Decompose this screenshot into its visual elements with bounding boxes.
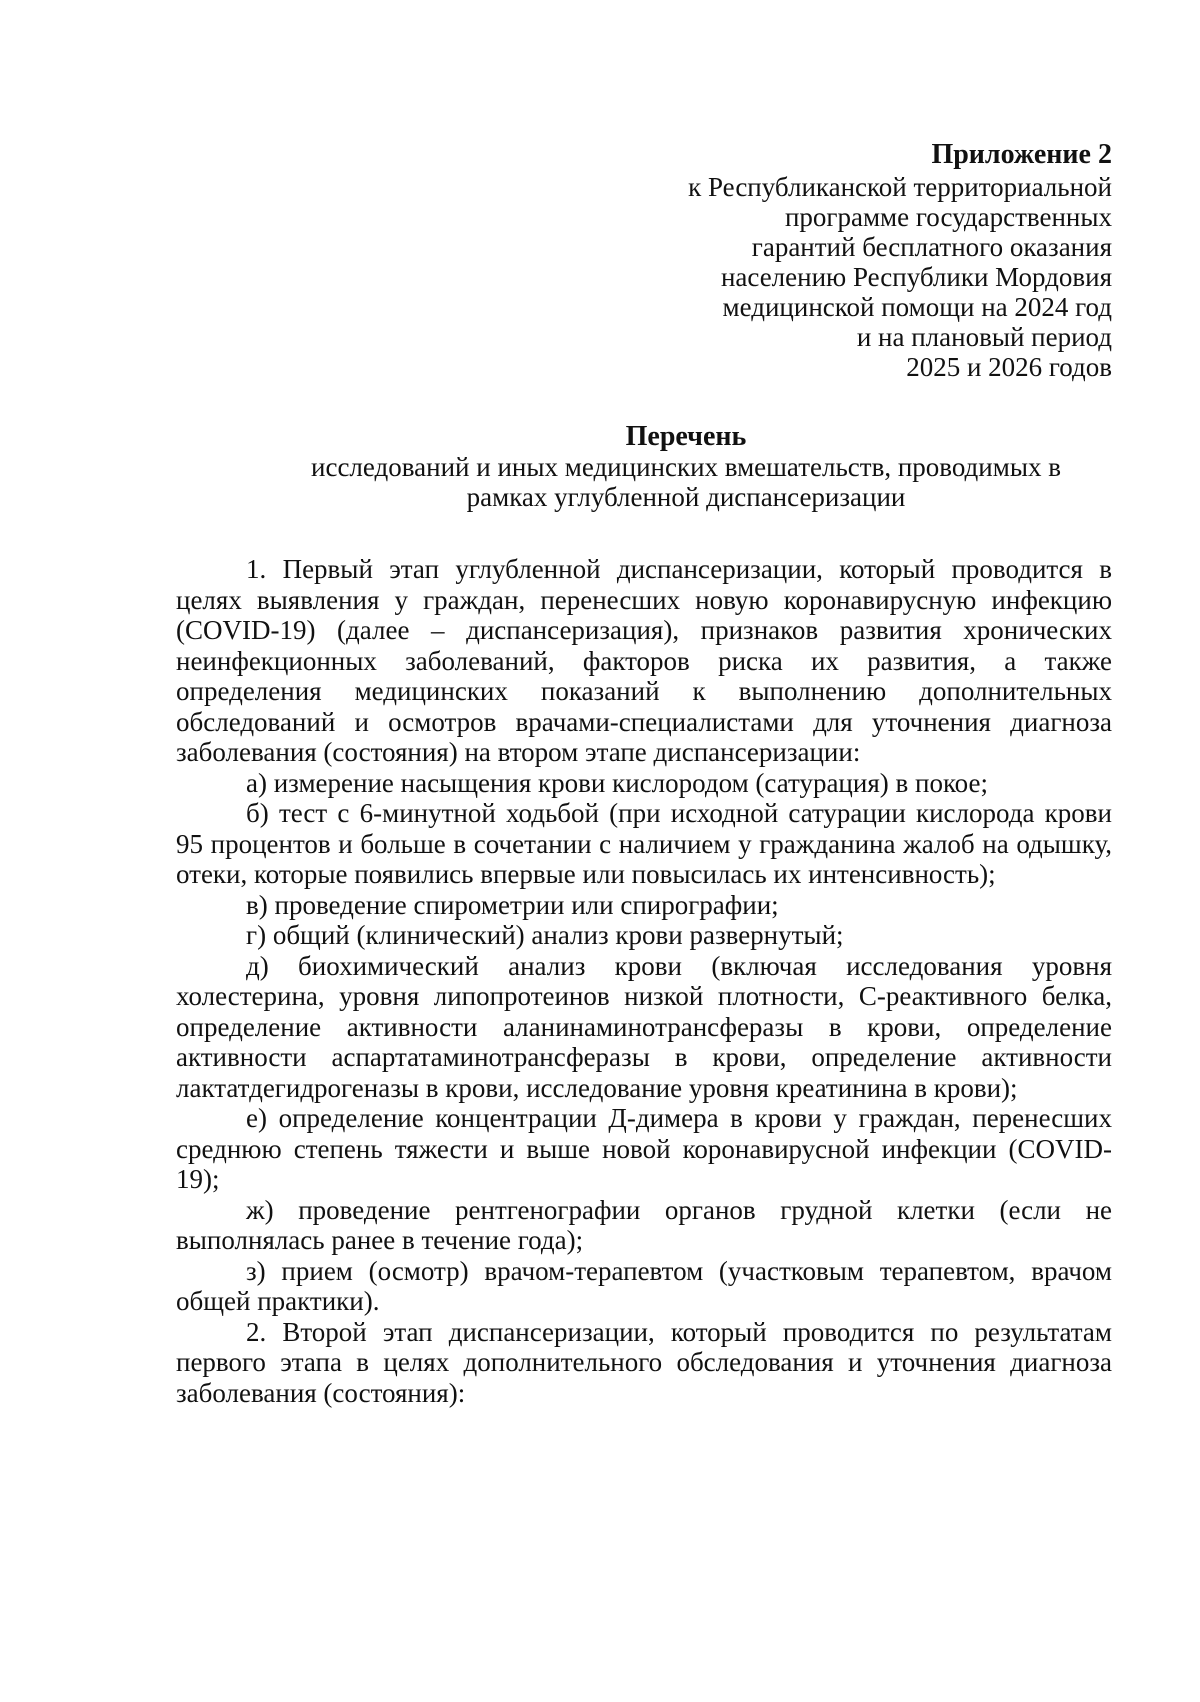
- list-heading: Перечень: [625, 421, 747, 452]
- annex-line: программе государственных: [784, 202, 1112, 232]
- paragraph-item: б) тест с 6-минутной ходьбой (при исходной сатурации кислорода крови 95 процентов и больше в сочетании с наличием у гражданина жалоб на одышку, отеки, которые появились впервые или повысилась их интенсивность);: [176, 798, 1112, 889]
- annex-line: к Республиканской территориальной: [688, 172, 1112, 202]
- paragraph-item: в) проведение спирометрии или спирографии;: [246, 889, 779, 920]
- annex-line: гарантий бесплатного оказания: [751, 232, 1112, 262]
- annex-line: 2025 и 2026 годов: [906, 352, 1112, 382]
- paragraph-item: е) определение концентрации Д-димера в крови у граждан, перенесших среднюю степень тяжести и выше новой коронавирусной инфекции (COVID-19);: [176, 1103, 1112, 1194]
- list-title-block: [176, 422, 1112, 512]
- document-body: [176, 554, 1112, 1408]
- annex-line: населению Республики Мордовия: [720, 262, 1112, 292]
- paragraph-item: 1. Первый этап углубленной диспансеризации, который проводится в целях выявления у граждан, перенесших новую коронавирусную инфекцию (COVID-19) (далее – диспансеризация), признаков развития хронических неинфекционных заболеваний, факторов риска их развития, а также определения медицинских показаний к выполнению дополнительных обследований и осмотров врачами-специалистами для уточнения диагноза заболевания (состояния) на втором этапе диспансеризации:: [176, 554, 1112, 767]
- annex-line: медицинской помощи на 2024 год: [722, 292, 1112, 322]
- list-subheading-line: рамках углубленной диспансеризации: [466, 482, 906, 512]
- paragraph-item: з) прием (осмотр) врачом-терапевтом (участковым терапевтом, врачом общей практики).: [176, 1255, 1112, 1316]
- annex-title: Приложение 2: [931, 139, 1112, 170]
- paragraph-item: 2. Второй этап диспансеризации, который проводится по результатам первого этапа в целях дополнительного обследования и уточнения диагноза заболевания (состояния):: [176, 1316, 1112, 1408]
- document-page: [176, 140, 1112, 1408]
- paragraph-item: г) общий (клинический) анализ крови развернутый;: [246, 920, 844, 950]
- annex-block: [176, 140, 1112, 382]
- annex-line: и на плановый период: [856, 322, 1112, 352]
- paragraph-item: д) биохимический анализ крови (включая исследования уровня холестерина, уровня липопротеинов низкой плотности, С-реактивного белка, определение активности аланинаминотрансферазы в крови, определение активности аспартатаминотрансферазы в крови, определение активности лактатдегидрогеназы в крови, исследование уровня креатинина в крови);: [176, 950, 1112, 1103]
- list-subheading-line: исследований и иных медицинских вмешательств, проводимых в: [311, 452, 1061, 482]
- paragraph-item: ж) проведение рентгенографии органов грудной клетки (если не выполнялась ранее в течение года);: [176, 1194, 1112, 1255]
- paragraph-item: а) измерение насыщения крови кислородом (сатурация) в покое;: [246, 767, 988, 798]
